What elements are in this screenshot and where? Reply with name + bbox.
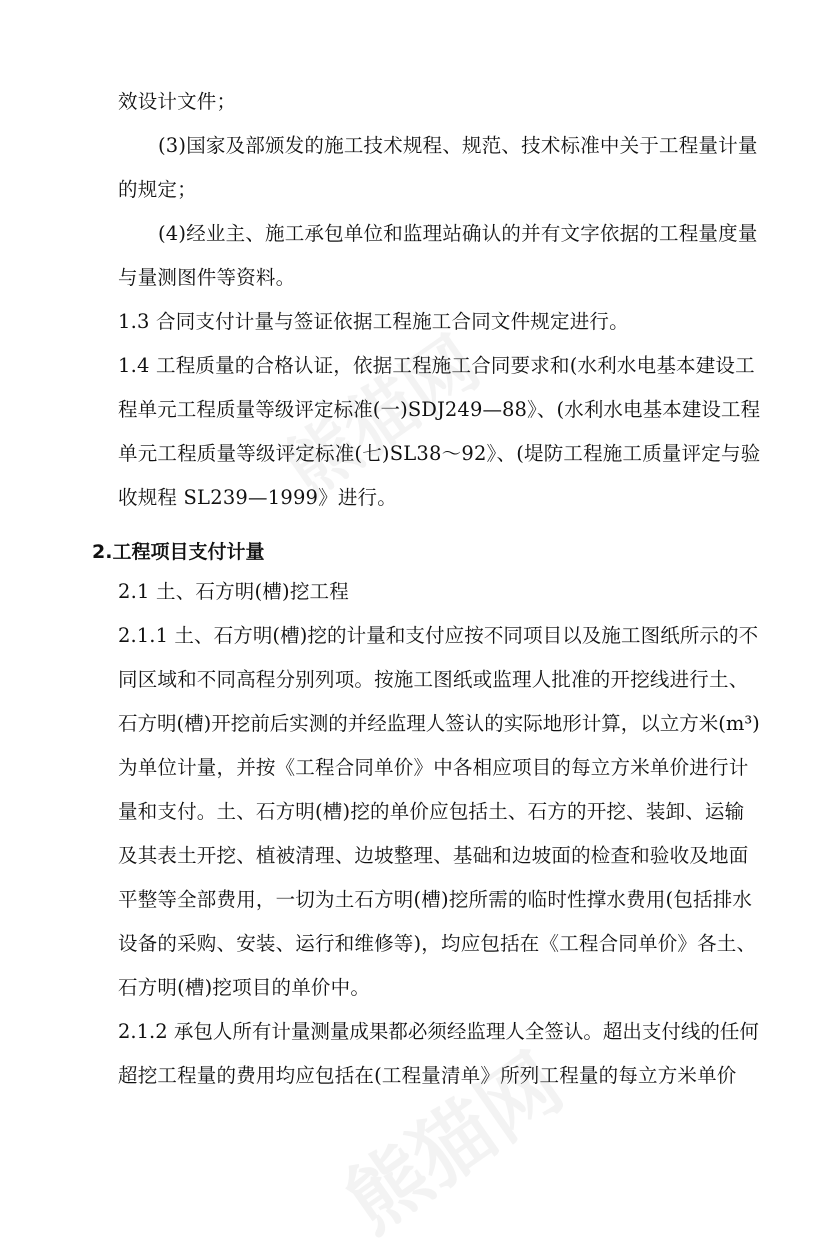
text-line: 为单位计量，并按《工程合同单价》中各相应项目的每立方米单价进行计 [118,756,749,779]
text-line: 与量测图件等资料。 [118,266,296,289]
text-line: 收规程 SL239—1999》进行。 [118,486,397,509]
text-line: 1.3 合同支付计量与签证依据工程施工合同文件规定进行。 [118,310,629,333]
text-line: 2.1.1 土、石方明(槽)挖的计量和支付应按不同项目以及施工图纸所示的不 [118,624,759,647]
text-line: (4)经业主、施工承包单位和监理站确认的并有文字依据的工程量度量 [158,222,758,245]
text-line: 单元工程质量等级评定标准(七)SL38～92》、(堤防工程施工质量评定与验 [118,442,761,465]
text-line: 平整等全部费用，一切为土石方明(槽)挖所需的临时性撑水费用(包括排水 [118,888,753,911]
text-line: 1.4 工程质量的合格认证，依据工程施工合同要求和(水利水电基本建设工 [118,354,755,377]
text-line: 设备的采购、安装、运行和维修等)，均应包括在《工程合同单价》各土、 [118,932,757,955]
text-line: 石方明(槽)开挖前后实测的并经监理人签认的实际地形计算，以立方米(m³) [118,712,760,735]
text-line: 及其表土开挖、植被清理、边坡整理、基础和边坡面的检查和验收及地面 [118,844,749,867]
text-line: 量和支付。土、石方明(槽)挖的单价应包括土、石方的开挖、装卸、运输 [118,800,745,823]
text-line: (3)国家及部颁发的施工技术规程、规范、技术标准中关于工程量计量 [158,134,758,157]
watermark [319,1022,582,1253]
text-line: 的规定； [118,178,197,201]
text-line: 同区域和不同高程分别列项。按施工图纸或监理人批准的开挖线进行土、 [118,668,749,691]
text-line: 石方明(槽)挖项目的单价中。 [118,976,371,999]
text-line: 程单元工程质量等级评定标准(一)SDJ249—88》、(水利水电基本建设工程 [118,398,761,421]
subsection-title: 2.1 土、石方明(槽)挖工程 [118,580,349,603]
text-line: 效设计文件； [118,90,237,113]
text-line: 超挖工程量的费用均应包括在(工程量清单》所列工程量的每立方米单价 [118,1064,737,1087]
section-heading: 2.工程项目支付计量 [92,541,265,563]
text-line: 2.1.2 承包人所有计量测量成果都必须经监理人全签认。超出支付线的任何 [118,1020,759,1043]
